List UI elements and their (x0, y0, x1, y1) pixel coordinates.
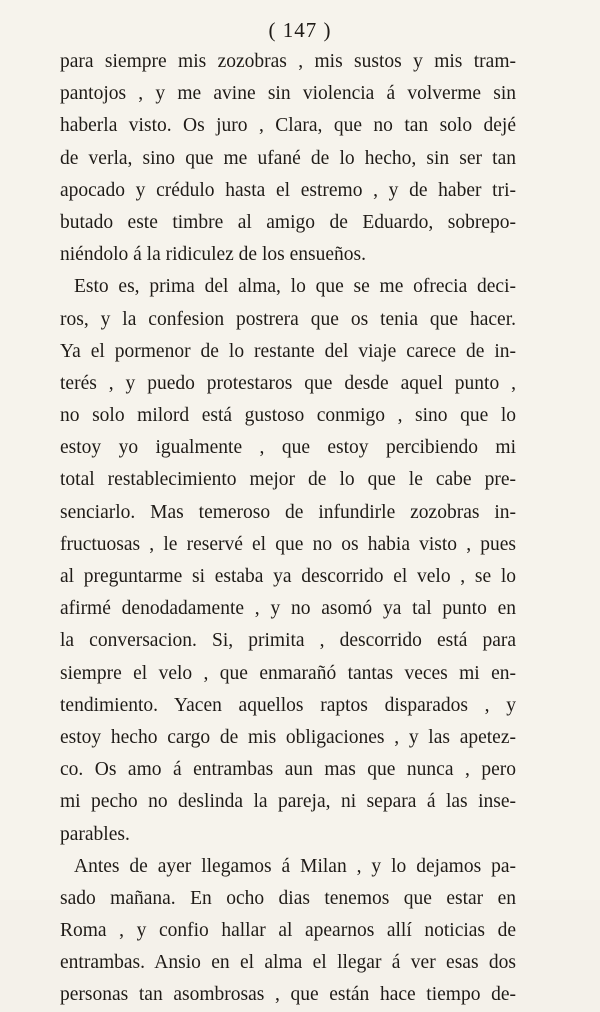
text-line: ros, y la confesion postrera que os tenia que hacer. (60, 308, 516, 330)
text-line: haberla visto. Os juro , Clara, que no tan solo dejé (60, 115, 516, 137)
text-line: mi pecho no deslinda la pareja, ni separa á las inse- (60, 791, 516, 813)
text-line: butado este timbre al amigo de Eduardo, sobrepo- (60, 211, 516, 233)
text-line: entrambas. Ansio en el alma el llegar á ver esas dos (60, 952, 516, 974)
text-line: tendimiento. Yacen aquellos raptos disparados , y (60, 694, 516, 716)
text-line: para siempre mis zozobras , mis sustos y mis tram- (60, 51, 516, 72)
text-line: la conversacion. Si, primita , descorrido está para (60, 630, 516, 652)
text-line: Roma , y confio hallar al apearnos allí noticias de (60, 920, 516, 942)
text-line: siempre el velo , que enmarañó tantas veces mi en- (60, 662, 516, 684)
text-line: Ya el pormenor de lo restante del viaje carece de in- (60, 340, 516, 362)
text-line: terés , y puedo protestaros que desde aquel punto , (60, 372, 516, 394)
text-line: de verla, sino que me ufané de lo hecho, sin ser tan (60, 147, 516, 169)
text-line: total restablecimiento mejor de lo que le cabe pre- (60, 469, 516, 491)
text-line: parables. (60, 823, 130, 845)
text-line: estoy yo igualmente , que estoy percibiendo mi (60, 437, 516, 459)
text-line: niéndolo á la ridiculez de los ensueños. (60, 244, 366, 266)
text-line: estoy hecho cargo de mis obligaciones , y las apetez- (60, 726, 516, 748)
text-line: sado mañana. En ocho dias tenemos que estar en (60, 887, 516, 909)
page-number: ( 147 ) (268, 18, 332, 42)
text-line: no solo milord está gustoso conmigo , sino que lo (60, 405, 516, 427)
text-line: fructuosas , le reservé el que no os habia visto , pues (60, 533, 516, 555)
body-text (60, 46, 516, 1012)
text-line: Antes de ayer llegamos á Milan , y lo dejamos pa- (74, 855, 516, 877)
text-line: co. Os amo á entrambas aun mas que nunca , pero (60, 759, 516, 781)
text-line: Esto es, prima del alma, lo que se me ofrecia deci- (74, 276, 516, 298)
text-line: afirmé denodadamente , y no asomó ya tal punto en (60, 598, 516, 620)
text-line: pantojos , y me avine sin violencia á volverme sin (60, 83, 516, 105)
text-line: personas tan asombrosas , que están hace tiempo de- (60, 984, 516, 1006)
text-line: apocado y crédulo hasta el estremo , y de haber tri- (60, 179, 516, 201)
text-line: senciarlo. Mas temeroso de infundirle zozobras in- (60, 501, 516, 523)
text-line: al preguntarme si estaba ya descorrido el velo , se lo (60, 566, 516, 587)
